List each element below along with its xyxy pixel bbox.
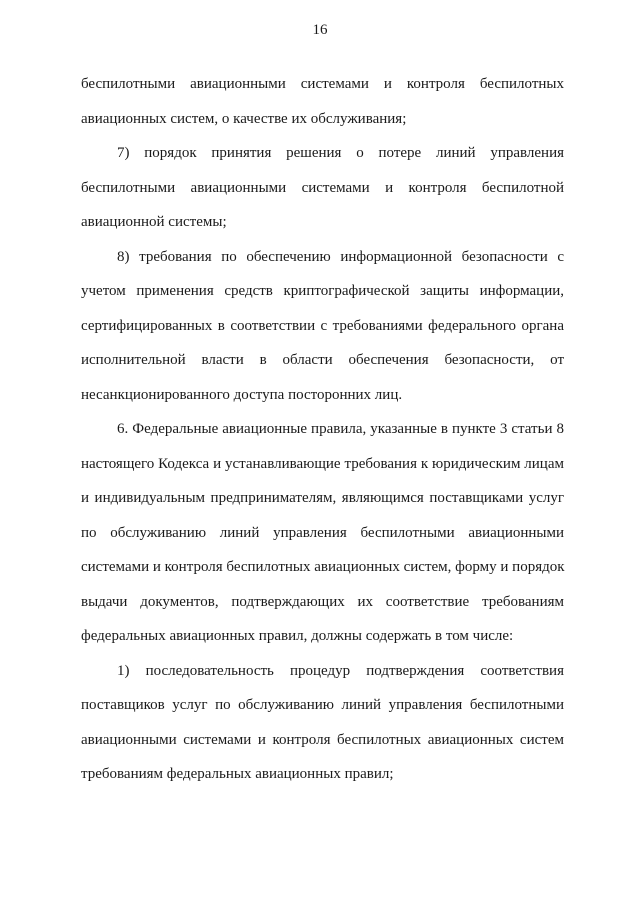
page-number: 16 — [312, 22, 328, 38]
text-line: 6. Федеральные авиационные правила, указанные в пункте 3 статьи 8 — [117, 421, 564, 437]
paragraph — [81, 67, 564, 136]
text-line: несанкционированного доступа посторонних лиц. — [81, 386, 403, 403]
text-line: беспилотными авиационными системами и контроля беспилотных — [81, 76, 564, 92]
text-line: 8) требования по обеспечению информационной безопасности с — [117, 248, 564, 265]
document-body — [81, 67, 564, 792]
paragraph — [81, 240, 564, 413]
paragraph — [81, 654, 564, 792]
text-line: авиационных систем, о качестве их обслуживания; — [81, 110, 407, 127]
text-line: беспилотными авиационными системами и контроля беспилотной — [81, 179, 564, 196]
text-line: и индивидуальным предпринимателям, являющимся поставщиками услуг — [81, 490, 564, 506]
text-line: федеральных авиационных правил, должны содержать в том числе: — [81, 628, 514, 644]
text-line: настоящего Кодекса и устанавливающие требования к юридическим лицам — [81, 455, 564, 472]
text-line: выдачи документов, подтверждающих их соответствие требованиям — [81, 593, 564, 610]
text-line: системами и контроля беспилотных авиационных систем, форму и порядок — [81, 559, 565, 575]
text-line: 7) порядок принятия решения о потере линий управления — [117, 145, 564, 161]
text-line: исполнительной власти в области обеспечения безопасности, от — [81, 352, 564, 368]
paragraph — [81, 412, 564, 654]
text-line: сертифицированных в соответствии с требованиями федерального органа — [81, 317, 564, 334]
text-line: по обслуживанию линий управления беспилотными авиационными — [81, 524, 564, 541]
text-line: учетом применения средств криптографической защиты информации, — [81, 283, 564, 299]
text-line: требованиям федеральных авиационных правил; — [81, 766, 394, 782]
text-line: поставщиков услуг по обслуживанию линий управления беспилотными — [81, 697, 564, 713]
text-line: авиационной системы; — [81, 214, 227, 230]
paragraph — [81, 136, 564, 240]
text-line: авиационными системами и контроля беспилотных авиационных систем — [81, 731, 564, 748]
text-line: 1) последовательность процедур подтверждения соответствия — [117, 662, 564, 679]
